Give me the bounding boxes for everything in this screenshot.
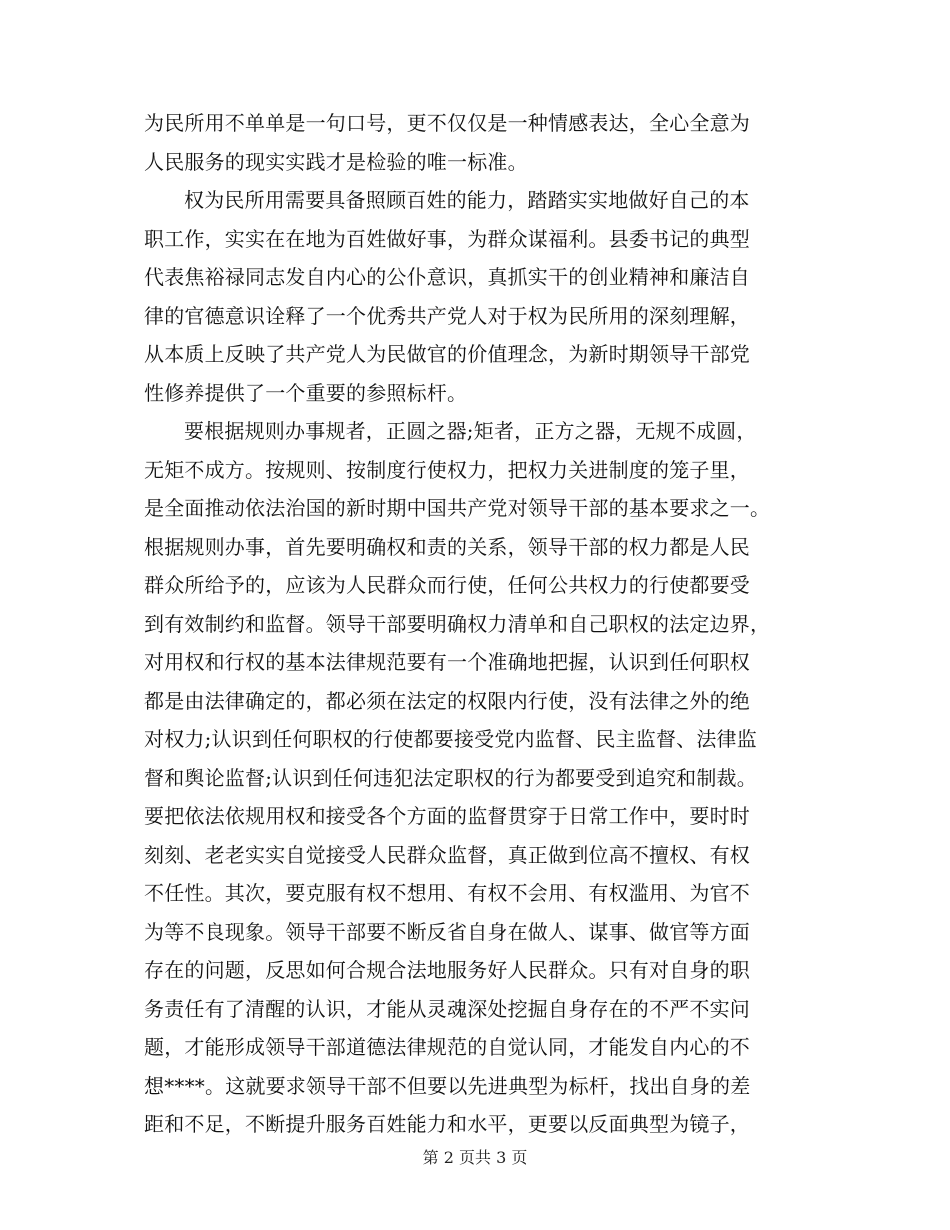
text-line: 人民服务的现实实践才是检验的唯一标准。 <box>144 149 528 174</box>
text-line: 到有效制约和监督。领导干部要明确权力清单和自己职权的法定边界， <box>144 611 771 636</box>
text-line: 都是由法律确定的，都必须在法定的权限内行使，没有法律之外的绝 <box>144 688 750 713</box>
text-line: 是全面推动依法治国的新时期中国共产党对领导干部的基本要求之一。 <box>144 496 771 520</box>
text-line: 根据规则办事，首先要明确权和责的关系，领导干部的权力都是人民 <box>144 534 750 559</box>
paragraph-first-line: 权为民所用需要具备照顾百姓的能力，踏踏实实地做好自己的本 <box>184 188 750 212</box>
page-number-footer: 第 2 页共 3 页 <box>422 1148 528 1167</box>
text-line: 存在的问题，反思如何合规合法地服务好人民群众。只有对自身的职 <box>144 958 750 982</box>
text-line: 刻刻、老老实实自觉接受人民群众监督，真正做到位高不擅权、有权 <box>144 842 750 867</box>
paragraph-first-line: 要根据规则办事规者，正圆之器;矩者，正方之器，无规不成圆， <box>184 419 757 443</box>
text-line: 从本质上反映了共产党人为民做官的价值理念，为新时期领导干部党 <box>144 342 750 366</box>
text-line: 群众所给予的，应该为人民群众而行使，任何公共权力的行使都要受 <box>144 573 750 597</box>
text-line: 对用权和行权的基本法律规范要有一个准确地把握，认识到任何职权 <box>144 650 750 674</box>
text-line: 距和不足，不断提升服务百姓能力和水平，更要以反面典型为镜子， <box>144 1112 750 1136</box>
text-line: 想****。这就要求领导干部不但要以先进典型为标杆，找出自身的差 <box>144 1073 751 1098</box>
text-line: 题，才能形成领导干部道德法律规范的自觉认同，才能发自内心的不 <box>144 1035 750 1059</box>
text-line: 督和舆论监督;认识到任何违犯法定职权的行为都要受到追究和制裁。 <box>144 765 757 790</box>
document-body <box>144 104 824 1144</box>
text-line: 为民所用不单单是一句口号，更不仅仅是一种情感表达，全心全意为 <box>144 111 750 135</box>
text-line: 务责任有了清醒的认识，才能从灵魂深处挖掘自身存在的不严不实问 <box>144 996 750 1021</box>
text-line: 职工作，实实在在地为百姓做好事，为群众谋福利。县委书记的典型 <box>144 226 750 251</box>
text-line: 律的官德意识诠释了一个优秀共产党人对于权为民所用的深刻理解， <box>144 303 750 328</box>
text-line: 为等不良现象。领导干部要不断反省自身在做人、谋事、做官等方面 <box>144 919 750 944</box>
text-line: 性修养提供了一个重要的参照标杆。 <box>144 380 468 405</box>
text-line: 对权力;认识到任何职权的行使都要接受党内监督、民主监督、法律监 <box>144 727 757 751</box>
text-line: 要把依法依规用权和接受各个方面的监督贯穿于日常工作中，要时时 <box>144 804 750 828</box>
text-line: 不任性。其次，要克服有权不想用、有权不会用、有权滥用、为官不 <box>144 881 750 905</box>
text-line: 无矩不成方。按规则、按制度行使权力，把权力关进制度的笼子里， <box>144 457 750 482</box>
text-line: 代表焦裕禄同志发自内心的公仆意识，真抓实干的创业精神和廉洁自 <box>144 265 750 289</box>
